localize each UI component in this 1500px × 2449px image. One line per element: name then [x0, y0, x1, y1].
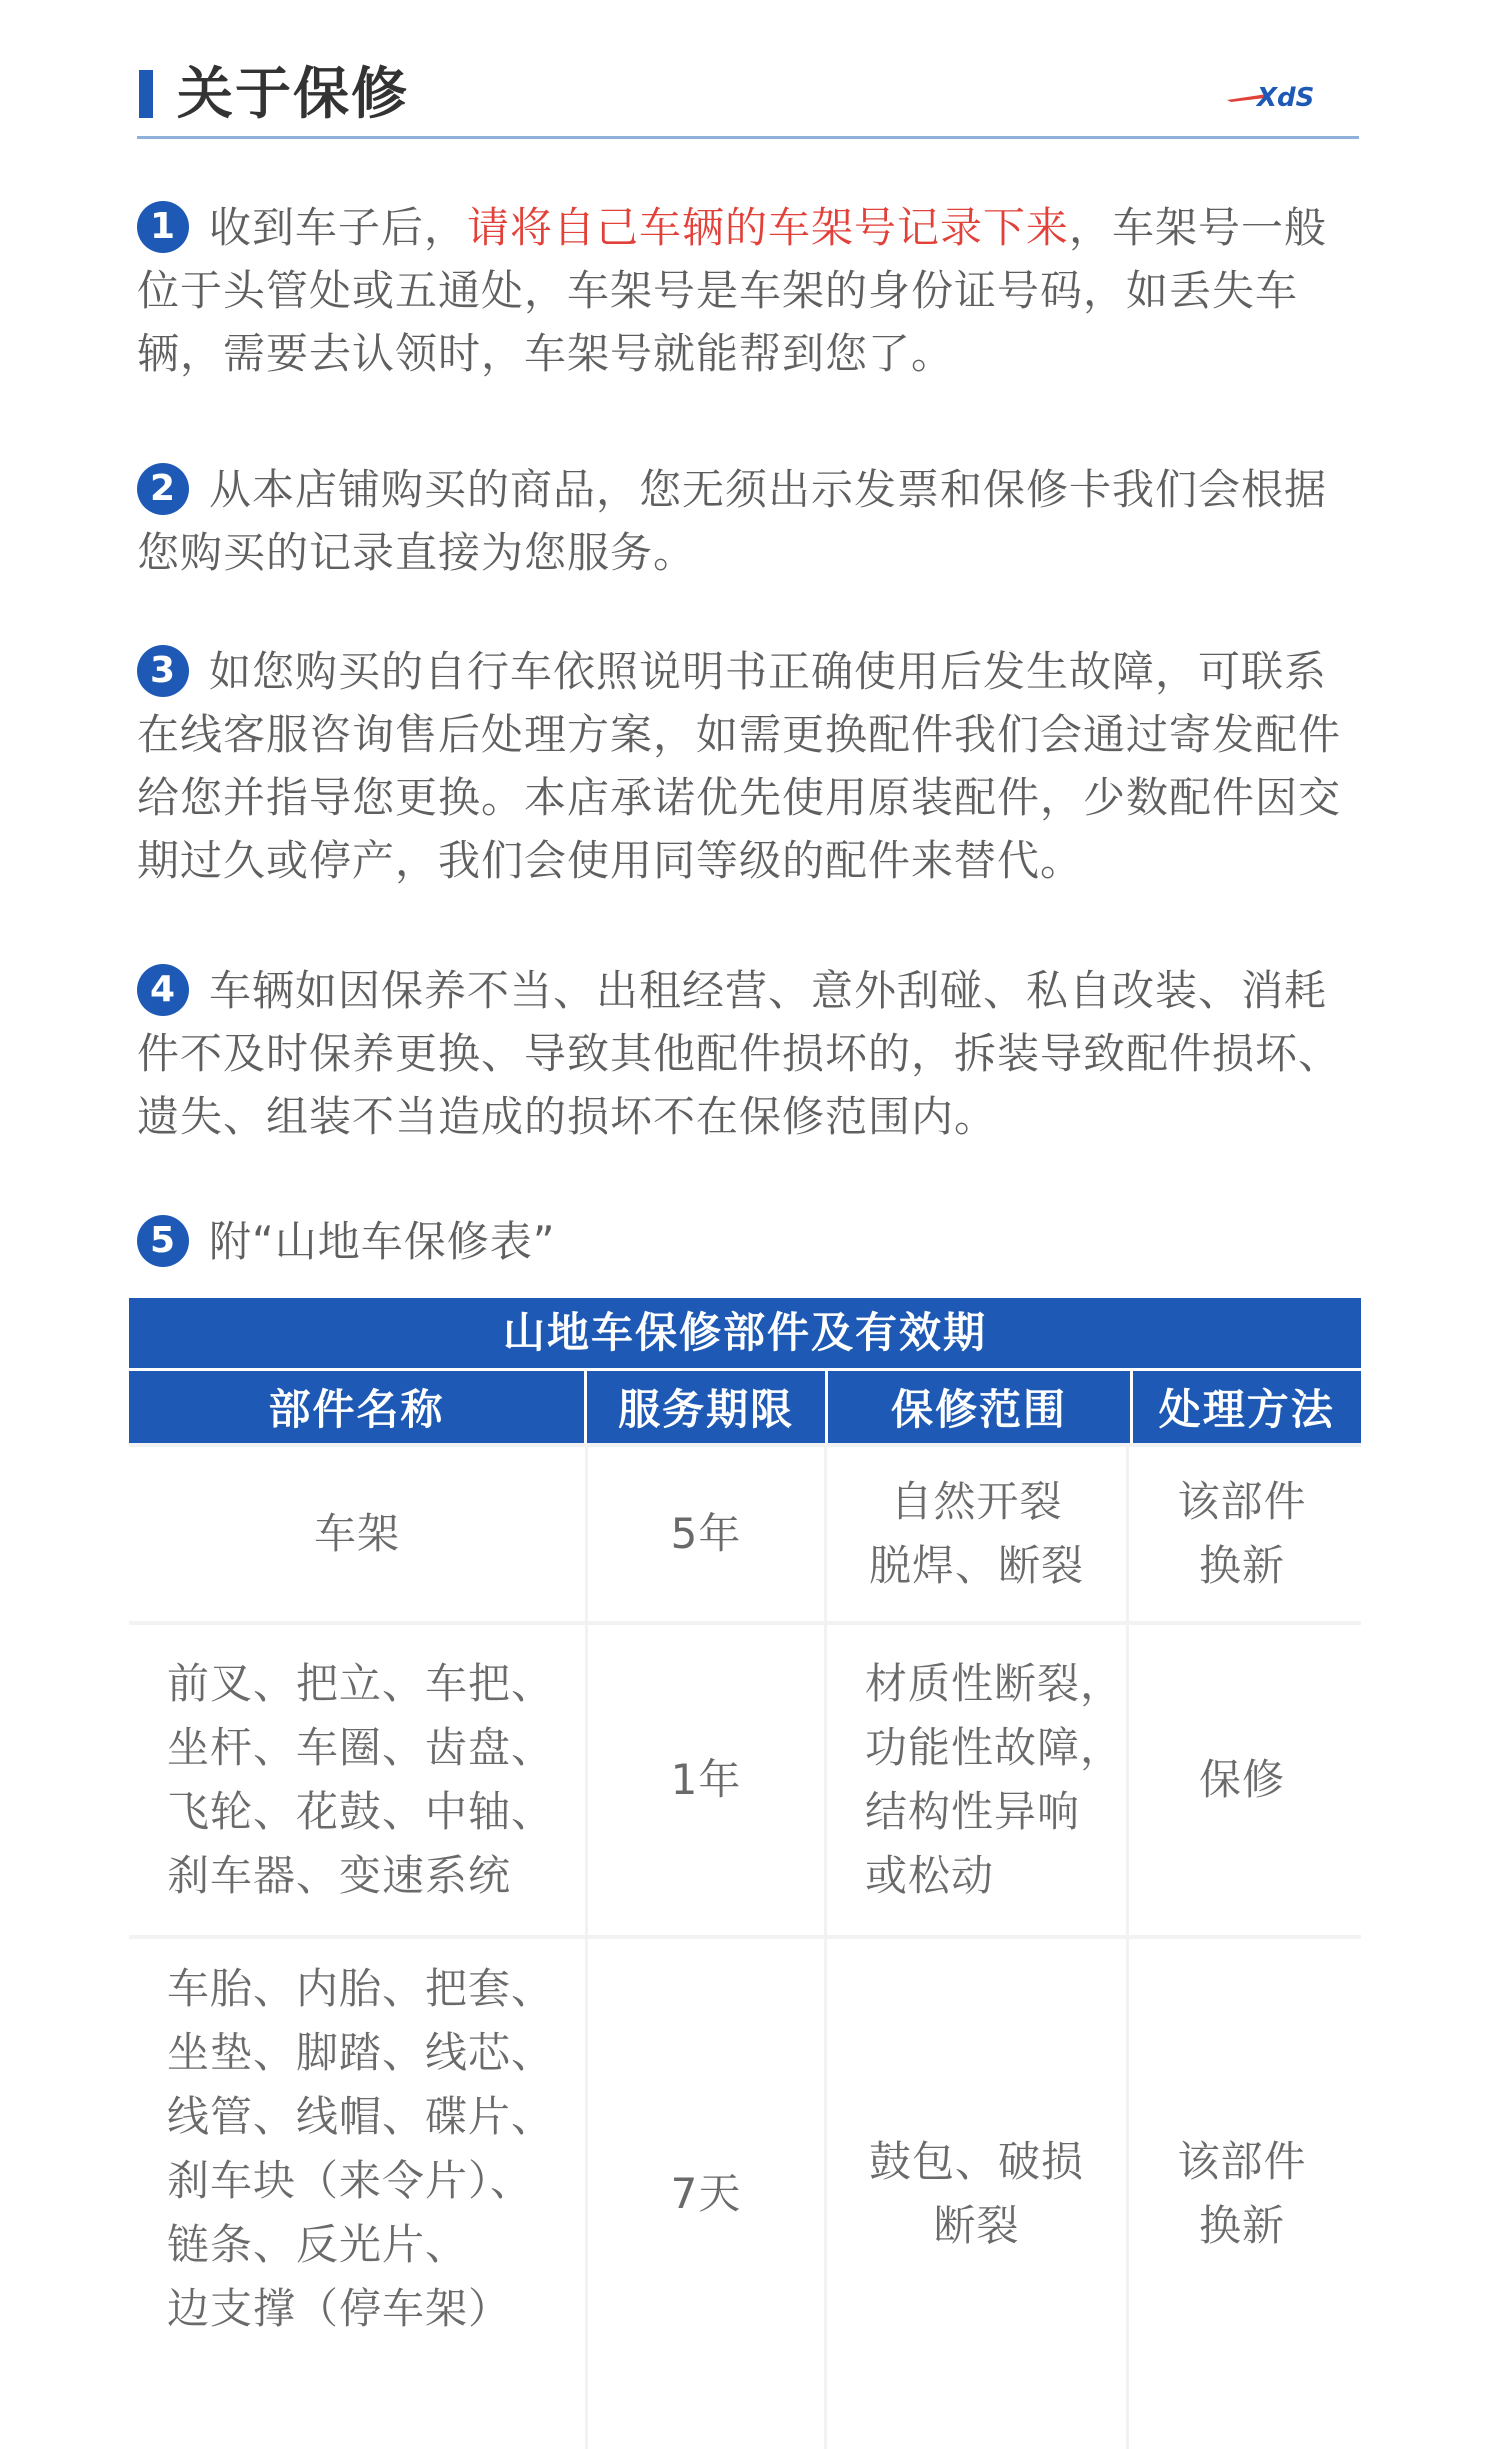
- table-row: [129, 1935, 1361, 2449]
- item-5-text: 附“山地车保修表”: [209, 1217, 556, 1266]
- header-warranty-scope: 保修范围: [825, 1371, 1129, 1443]
- cell-part: 车架: [313, 1509, 400, 1558]
- cell-method: 保修: [1126, 1625, 1355, 1935]
- number-badge-5: 5: [137, 1215, 189, 1267]
- header-service-period: 服务期限: [584, 1371, 825, 1443]
- item-1: [137, 196, 1367, 385]
- number-badge-4: 4: [137, 964, 189, 1016]
- cell-scope: 自然开裂 脱焊、断裂: [824, 1447, 1126, 1621]
- table-row: [129, 1621, 1361, 1935]
- section-header: [137, 60, 1359, 140]
- number-badge-3: 3: [137, 645, 189, 697]
- item-2-text: 从本店铺购买的商品，您无须出示发票和保修卡我们会根据您购买的记录直接为您服务。: [137, 465, 1328, 577]
- cell-period: 5年: [585, 1447, 824, 1621]
- header-divider: [137, 136, 1359, 139]
- item-1-highlight: 请将自己车辆的车架号记录下来: [467, 203, 1070, 252]
- cell-part: 前叉、把立、车把、 坐杆、车圈、齿盘、 飞轮、花鼓、中轴、 刹车器、变速系统: [167, 1659, 555, 1900]
- item-5: [137, 1210, 1367, 1273]
- cell-part: 车胎、内胎、把套、 坐垫、脚踏、线芯、 线管、线帽、碟片、 刹车块（来令片）、 链条、反光片、 边支撑（停车架）: [167, 1964, 555, 2333]
- item-3-text: 如您购买的自行车依照说明书正确使用后发生故障，可联系在线客服咨询售后处理方案，如需更换配件我们会通过寄发配件给您并指导您更换。本店承诺优先使用原装配件，少数配件因交期过久或停产，我们会使用同等级的配件来替代。: [137, 647, 1342, 885]
- header-accent-bar: [139, 70, 153, 118]
- table-header-row: [129, 1368, 1361, 1443]
- cell-scope: 材质性断裂， 功能性故障， 结构性异响 或松动: [824, 1625, 1126, 1935]
- table-title: 山地车保修部件及有效期: [129, 1298, 1361, 1368]
- brand-logo: [1227, 82, 1357, 112]
- header-part-name: 部件名称: [129, 1371, 584, 1443]
- cell-period: 1年: [585, 1625, 824, 1935]
- item-4: [137, 959, 1367, 1148]
- page-title: 关于保修: [177, 62, 409, 127]
- number-badge-2: 2: [137, 463, 189, 515]
- item-3: [137, 640, 1367, 892]
- header-handling-method: 处理方法: [1130, 1371, 1361, 1443]
- cell-period: 7天: [585, 1939, 824, 2449]
- brand-logo-text: XdS: [1257, 83, 1315, 112]
- table-row: [129, 1443, 1361, 1621]
- cell-scope: 鼓包、破损 断裂: [824, 1939, 1126, 2449]
- item-1-text-before: 收到车子后，: [209, 203, 468, 252]
- warranty-table: [129, 1298, 1361, 2449]
- cell-method: 该部件 换新: [1126, 1447, 1355, 1621]
- item-4-text: 车辆如因保养不当、出租经营、意外刮碰、私自改装、消耗件不及时保养更换、导致其他配件损坏的，拆装导致配件损坏、遗失、组装不当造成的损坏不在保修范围内。: [137, 966, 1342, 1141]
- item-1-text-after: ，车架号一般位于头管处或五通处，车架号是车架的身份证号码，如丢失车辆，需要去认领时，车架号就能帮到您了。: [137, 203, 1328, 378]
- number-badge-1: 1: [137, 201, 189, 253]
- item-2: [137, 458, 1367, 584]
- cell-method: 该部件 换新: [1126, 1939, 1355, 2449]
